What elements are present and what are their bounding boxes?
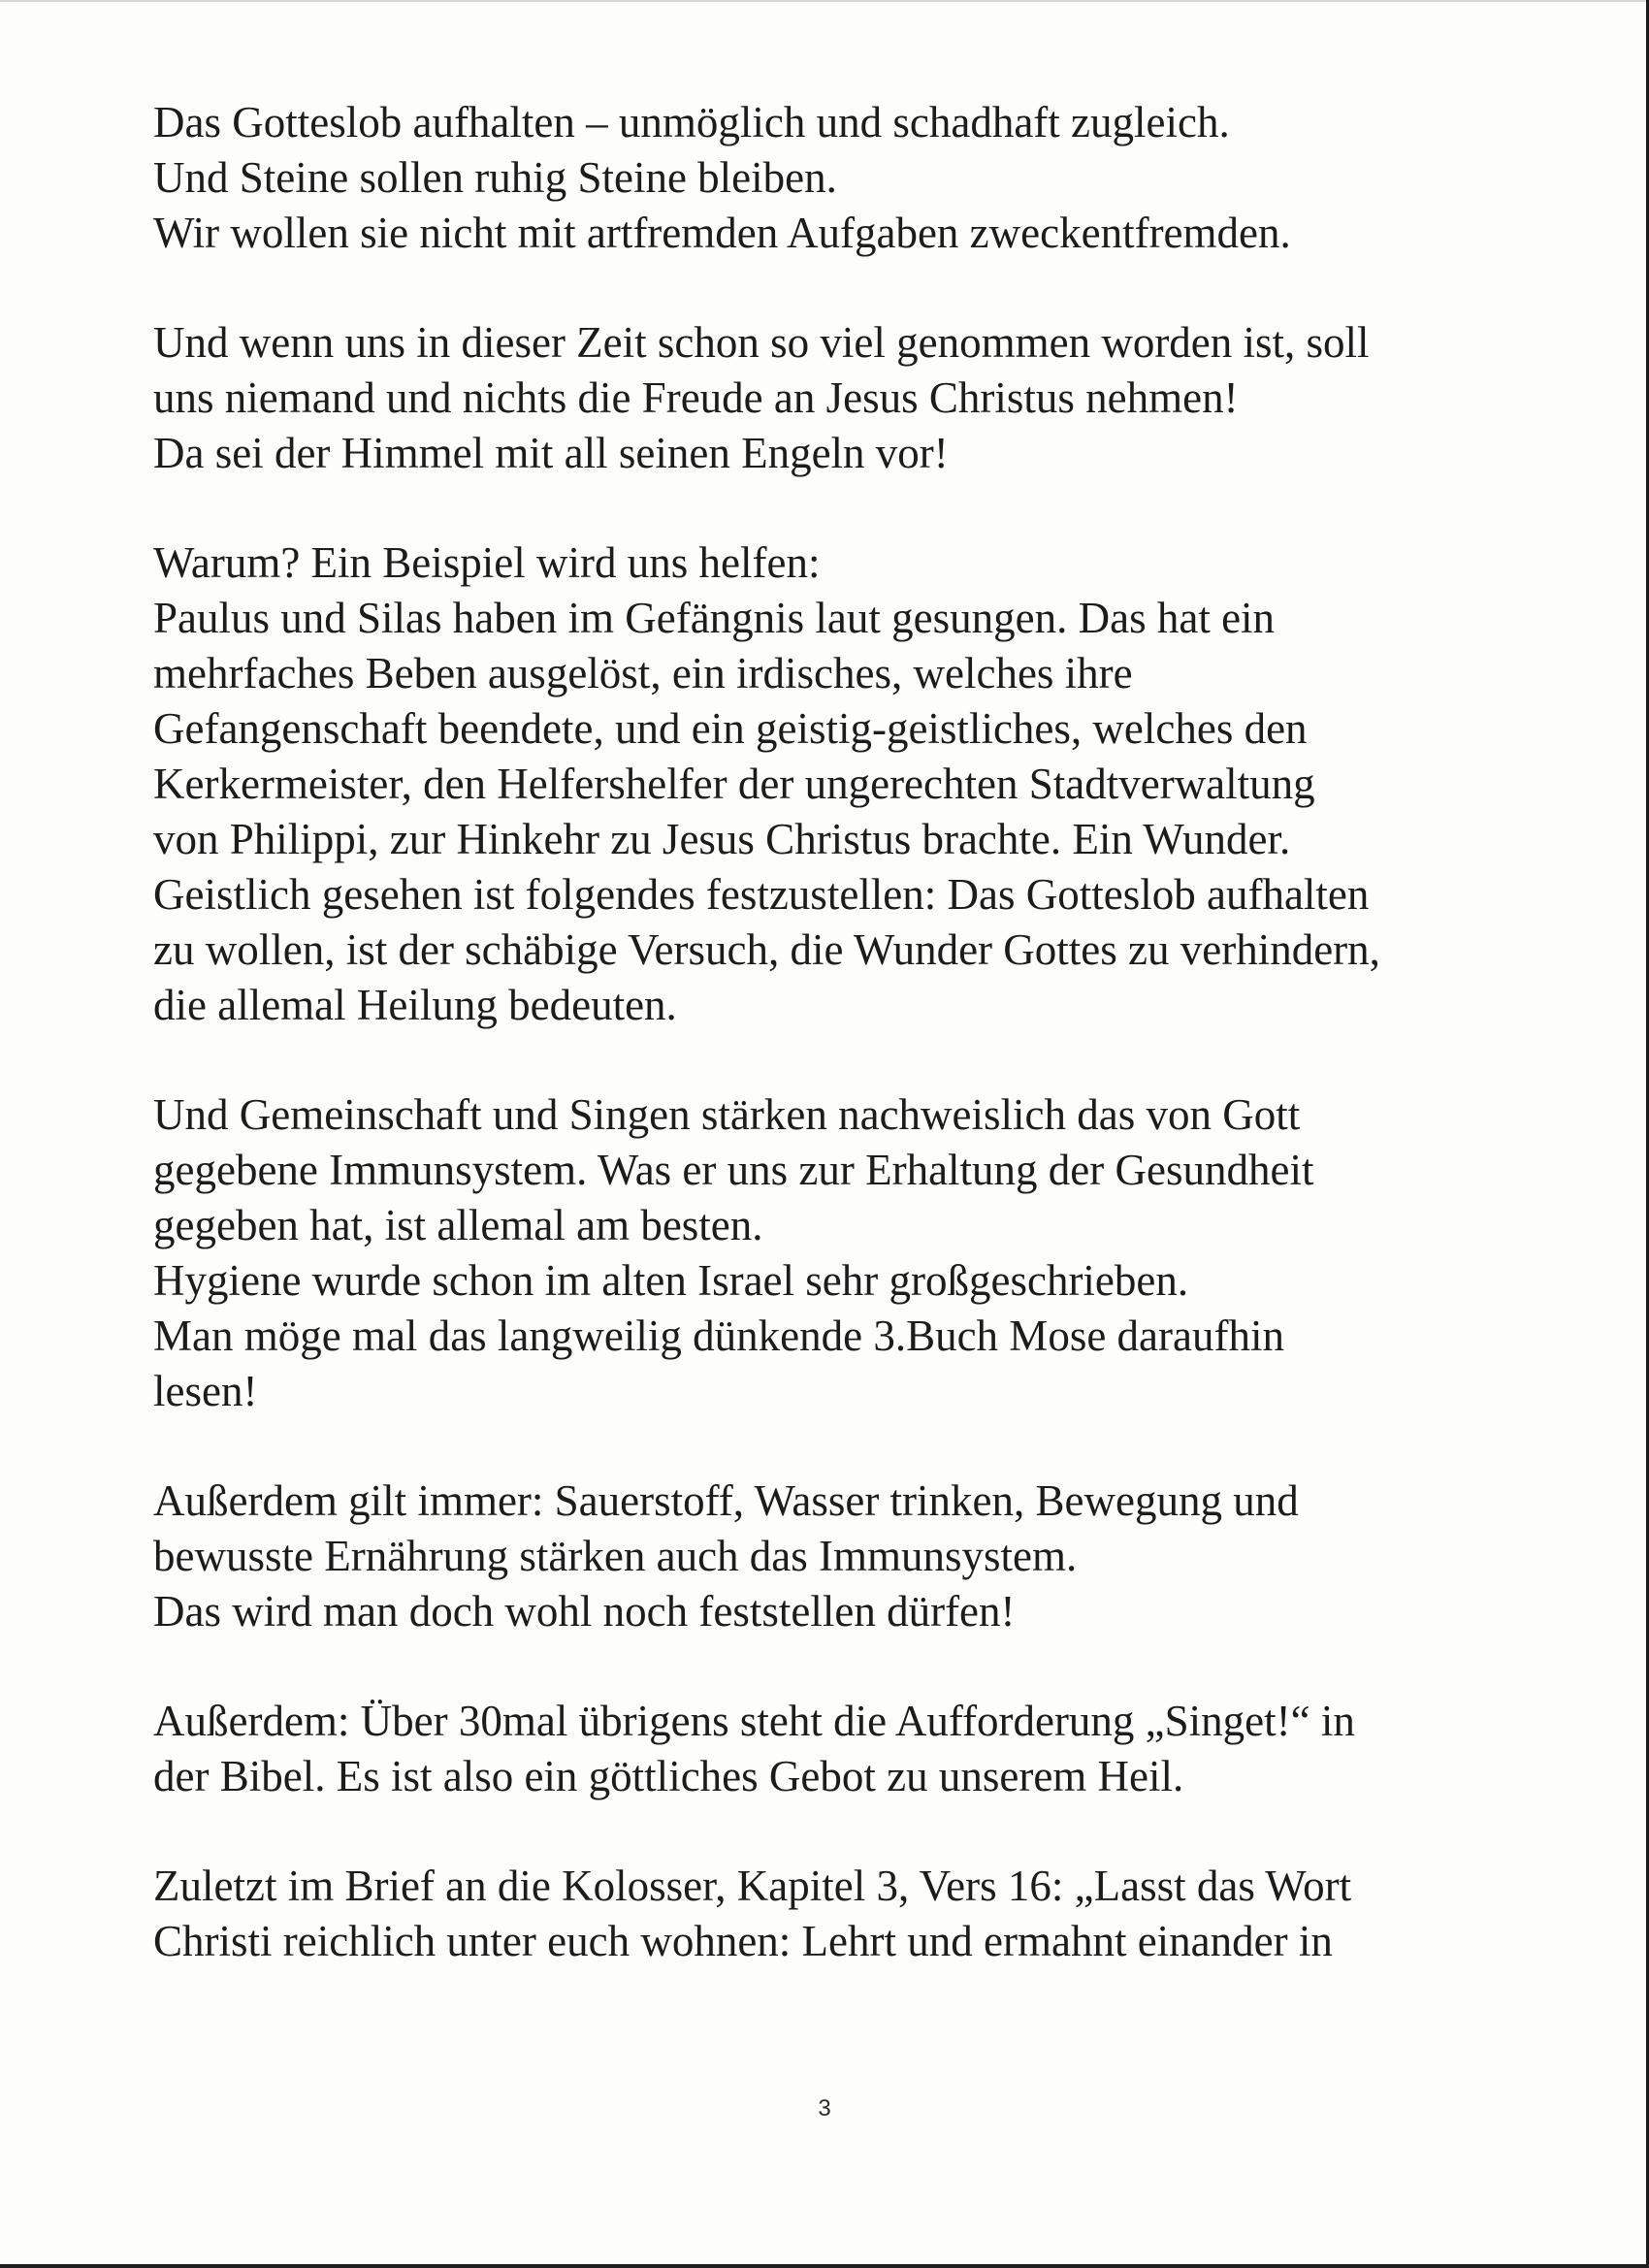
text-line: Das Gotteslob aufhalten – unmöglich und schadhaft zugleich. xyxy=(153,98,1230,146)
paragraph-5 xyxy=(153,1474,1550,1639)
text-line: mehrfaches Beben ausgelöst, ein irdisches, welches ihre xyxy=(153,649,1133,697)
paragraph-3 xyxy=(153,535,1550,1033)
text-line: von Philippi, zur Hinkehr zu Jesus Christus brachte. Ein Wunder. xyxy=(153,815,1291,863)
text-line: Und wenn uns in dieser Zeit schon so viel genommen worden ist, soll xyxy=(153,318,1370,367)
text-line: Außerdem gilt immer: Sauerstoff, Wasser trinken, Bewegung und xyxy=(153,1476,1299,1525)
scan-edge-bottom xyxy=(0,2264,1649,2268)
text-line: der Bibel. Es ist also ein göttliches Gebot zu unserem Heil. xyxy=(153,1752,1184,1800)
text-line: Zuletzt im Brief an die Kolosser, Kapitel 3, Vers 16: „Lasst das Wort xyxy=(153,1862,1352,1910)
scan-edge-top xyxy=(0,0,1649,2)
text-line: Außerdem: Über 30mal übrigens steht die Aufforderung „Singet!“ in xyxy=(153,1697,1355,1745)
text-line: Das wird man doch wohl noch feststellen dürfen! xyxy=(153,1587,1016,1636)
text-line: Da sei der Himmel mit all seinen Engeln vor! xyxy=(153,429,949,477)
text-line: Hygiene wurde schon im alten Israel sehr großgeschrieben. xyxy=(153,1256,1189,1305)
text-line: Paulus und Silas haben im Gefängnis laut gesungen. Das hat ein xyxy=(153,594,1276,642)
text-line: bewusste Ernährung stärken auch das Immunsystem. xyxy=(153,1532,1078,1580)
text-line: Warum? Ein Beispiel wird uns helfen: xyxy=(153,538,821,587)
text-line: Kerkermeister, den Helfershelfer der ungerechten Stadtverwaltung xyxy=(153,760,1315,808)
paragraph-2 xyxy=(153,315,1550,481)
text-line: Man möge mal das langweilig dünkende 3.Buch Mose daraufhin xyxy=(153,1312,1284,1360)
text-line: zu wollen, ist der schäbige Versuch, die Wunder Gottes zu verhindern, xyxy=(153,925,1380,974)
page-number: 3 xyxy=(818,2095,831,2122)
text-line: Und Gemeinschaft und Singen stärken nachweislich das von Gott xyxy=(153,1090,1301,1139)
paragraph-1 xyxy=(153,95,1550,261)
text-line: gegeben hat, ist allemal am besten. xyxy=(153,1201,763,1249)
paragraph-6 xyxy=(153,1694,1550,1804)
text-line: Wir wollen sie nicht mit artfremden Aufgaben zweckentfremden. xyxy=(153,209,1291,257)
paragraph-7 xyxy=(153,1859,1550,1969)
text-line: Gefangenschaft beendete, und ein geistig-geistliches, welches den xyxy=(153,704,1308,753)
text-line: Und Steine sollen ruhig Steine bleiben. xyxy=(153,153,837,202)
document-body xyxy=(153,95,1550,2024)
text-line: Geistlich gesehen ist folgendes festzustellen: Das Gotteslob aufhalten xyxy=(153,870,1370,919)
text-line: die allemal Heilung bedeuten. xyxy=(153,981,677,1029)
text-line: lesen! xyxy=(153,1367,258,1415)
text-line: uns niemand und nichts die Freude an Jesus Christus nehmen! xyxy=(153,373,1239,422)
text-line: gegebene Immunsystem. Was er uns zur Erhaltung der Gesundheit xyxy=(153,1146,1314,1194)
text-line: Christi reichlich unter euch wohnen: Lehrt und ermahnt einander in xyxy=(153,1917,1333,1965)
paragraph-4 xyxy=(153,1087,1550,1419)
